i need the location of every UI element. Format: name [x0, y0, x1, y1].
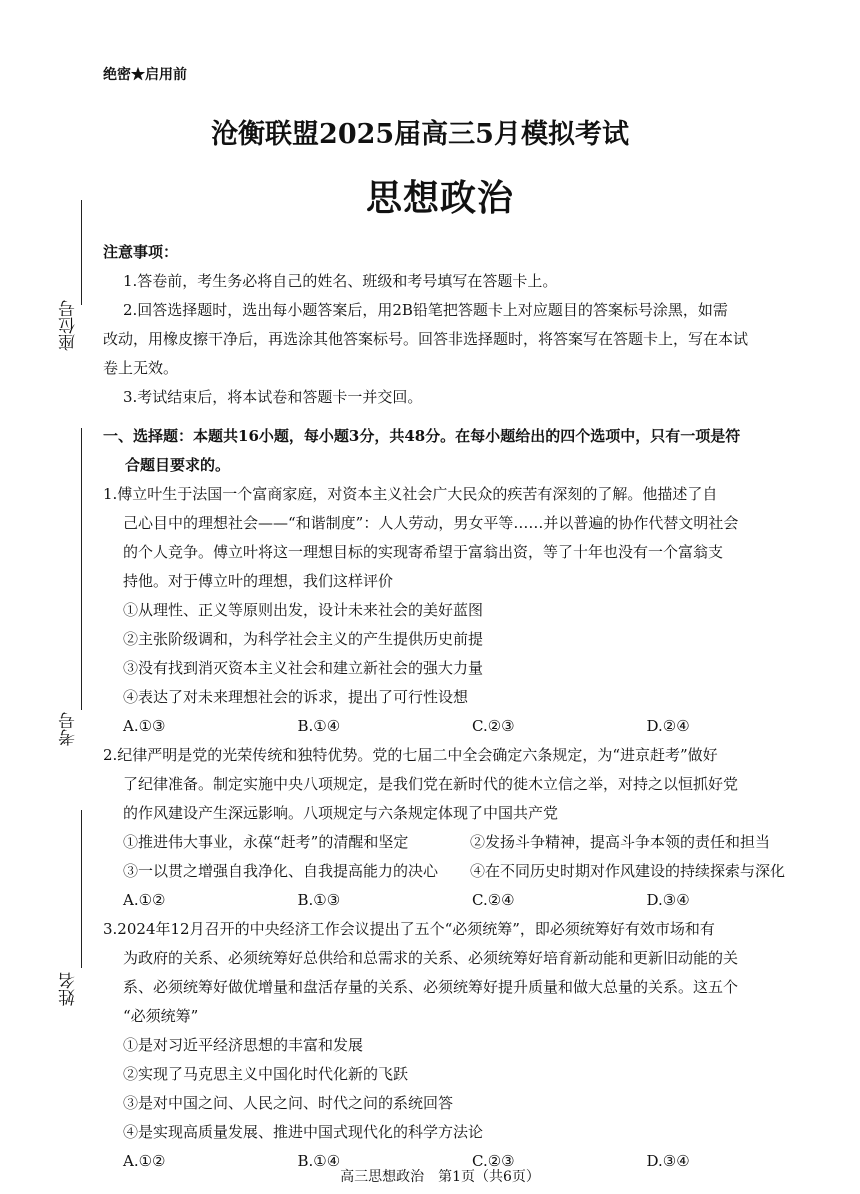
option-a[interactable]: A.①②: [123, 891, 166, 909]
question-stem: 持他。对于傅立叶的理想，我们这样评价: [123, 572, 394, 590]
seat-number-label: 座位号: [59, 300, 79, 351]
page-footer: 高三思想政治 第1页（共6页）: [340, 1169, 540, 1185]
option-a[interactable]: A.①③: [123, 717, 166, 735]
question-stem: 系、必须统筹好做优增量和盘活存量的关系、必须统筹好提升质量和做大总量的关系。这五个: [123, 978, 739, 996]
notice-item: 3.考试结束后，将本试卷和答题卡一并交回。: [123, 388, 423, 406]
statement-item: ④表达了对未来理想社会的诉求，提出了可行性设想: [123, 688, 469, 706]
option-d[interactable]: D.③④: [646, 891, 690, 909]
option-d[interactable]: D.②④: [646, 717, 690, 735]
name-label: 姓名: [59, 972, 79, 1006]
notice-item: 改动，用橡皮擦干净后，再选涂其他答案标号。回答非选择题时，将答案写在答题卡上，写在本试: [103, 330, 749, 348]
question-2: [103, 741, 821, 915]
statement-row: [103, 857, 821, 886]
section-heading: 一、选择题：本题共16小题，每小题3分，共48分。在每小题给出的四个选项中，只有一项是符: [103, 427, 741, 445]
statement-row: [103, 828, 821, 857]
option-c[interactable]: C.②③: [472, 1152, 515, 1170]
statement-item: ③是对中国之问、人民之问、时代之问的系统回答: [123, 1094, 454, 1112]
exam-title: 沧衡联盟2025届高三5月模拟考试: [211, 119, 629, 150]
choice-section: [103, 422, 821, 1176]
notice-item: 卷上无效。: [103, 359, 179, 377]
notice-item: 2.回答选择题时，选出每小题答案后，用2B铅笔把答题卡上对应题目的答案标号涂黑，如需: [123, 301, 728, 319]
option-c[interactable]: C.②③: [472, 717, 515, 735]
question-stem: “必须统筹”: [123, 1007, 199, 1025]
name-line: [81, 810, 82, 968]
option-b[interactable]: B.①④: [297, 717, 341, 735]
statement-item: ①推进伟大事业，永葆“赶考”的清醒和坚定: [123, 833, 409, 851]
question-stem: 的作风建设产生深远影响。八项规定与六条规定体现了中国共产党: [123, 804, 559, 822]
statement-item: ②实现了马克思主义中国化时代化新的飞跃: [123, 1065, 409, 1083]
subject-title: 思想政治: [365, 177, 514, 219]
notice-section: [103, 238, 821, 412]
statement-item: ③没有找到消灭资本主义社会和建立新社会的强大力量: [123, 659, 484, 677]
option-b[interactable]: B.①③: [297, 891, 341, 909]
statement-item: ④是实现高质量发展、推进中国式现代化的科学方法论: [123, 1123, 484, 1141]
answer-options: [103, 886, 821, 915]
exam-number-line: [81, 428, 82, 710]
statement-item: ④在不同历史时期对作风建设的持续探索与深化: [470, 862, 786, 880]
notice-heading: 注意事项：: [103, 243, 179, 261]
question-3: [103, 915, 821, 1176]
answer-options: [103, 712, 821, 741]
exam-number-label: 考号: [59, 712, 79, 746]
section-heading-cont: 合题目要求的。: [125, 456, 231, 474]
question-1: [103, 480, 821, 741]
statement-item: ①是对习近平经济思想的丰富和发展: [123, 1036, 364, 1054]
statement-item: ②发扬斗争精神，提高斗争本领的责任和担当: [470, 833, 771, 851]
option-a[interactable]: A.①②: [123, 1152, 166, 1170]
question-stem: 己心目中的理想社会——“和谐制度”：人人劳动，男女平等……并以普遍的协作代替文明社会: [123, 514, 739, 532]
seat-line: [81, 200, 82, 305]
question-stem: 的个人竞争。傅立叶将这一理想目标的实现寄希望于富翁出资，等了十年也没有一个富翁支: [123, 543, 724, 561]
statement-item: ②主张阶级调和，为科学社会主义的产生提供历史前提: [123, 630, 484, 648]
option-d[interactable]: D.③④: [646, 1152, 690, 1170]
notice-item: 1.答卷前，考生务必将自己的姓名、班级和考号填写在答题卡上。: [123, 272, 558, 290]
option-b[interactable]: B.①④: [297, 1152, 341, 1170]
question-stem: 1.傅立叶生于法国一个富商家庭，对资本主义社会广大民众的疾苦有深刻的了解。他描述了自: [103, 485, 718, 503]
option-c[interactable]: C.②④: [472, 891, 515, 909]
statement-item: ③一以贯之增强自我净化、自我提高能力的决心: [123, 862, 439, 880]
question-stem: 2.纪律严明是党的光荣传统和独特优势。党的七届二中全会确定六条规定，为“进京赶考”做好: [103, 746, 718, 764]
statement-item: ①从理性、正义等原则出发，设计未来社会的美好蓝图: [123, 601, 484, 619]
question-stem: 3.2024年12月召开的中央经济工作会议提出了五个“必须统筹”，即必须统筹好有效市场和有: [103, 920, 715, 938]
confidential-mark: 绝密★启用前: [103, 67, 187, 83]
question-stem: 为政府的关系、必须统筹好总供给和总需求的关系、必须统筹好培育新动能和更新旧动能的关: [123, 949, 739, 967]
question-stem: 了纪律准备。制定实施中央八项规定，是我们党在新时代的徙木立信之举，对持之以恒抓好党: [123, 775, 739, 793]
